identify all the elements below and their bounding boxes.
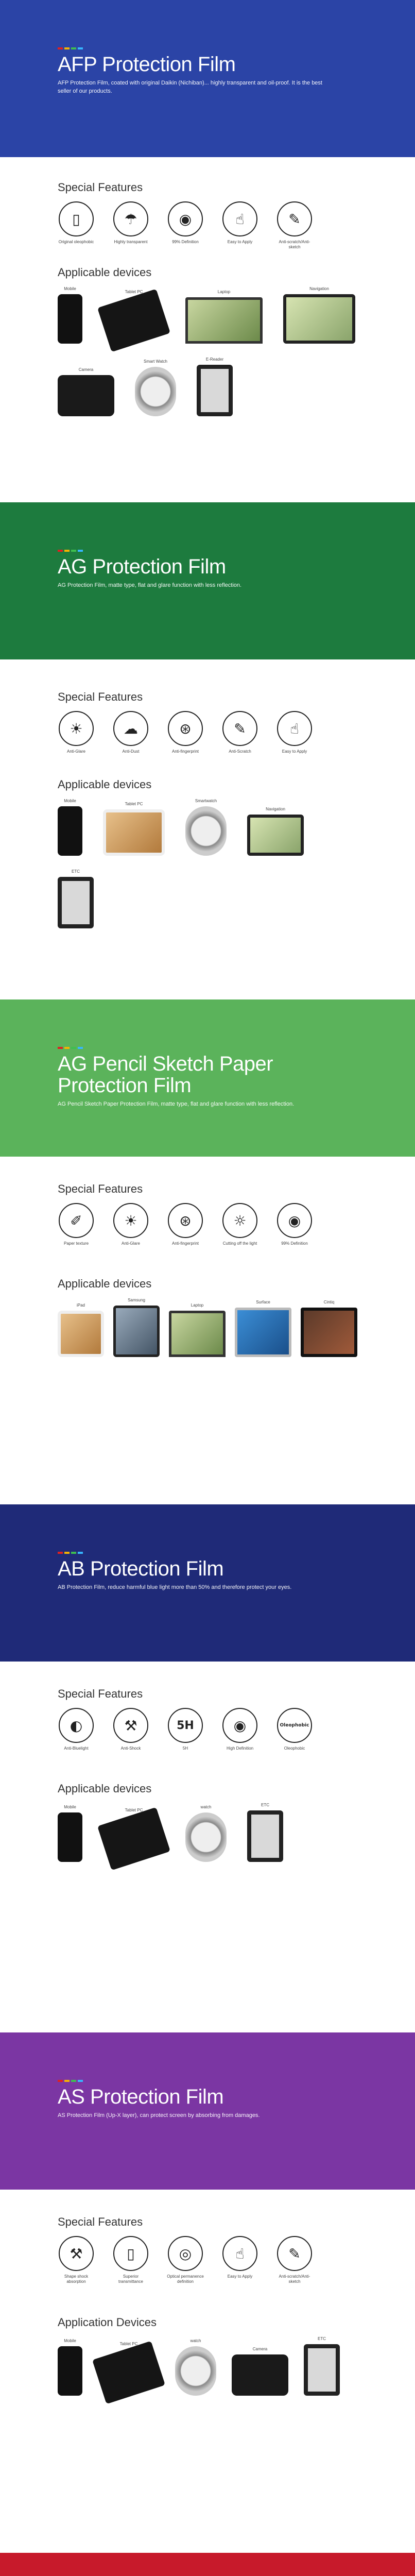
afp-features [58,201,357,250]
ab-devices: Mobile Tablet PC watch ETC [58,1803,357,1862]
as-devices: Mobile Tablet PC watch Camera ETC [58,2336,357,2396]
dust-icon: ☁ [113,711,148,746]
scratch-icon: ✎ [277,201,312,236]
optical-icon: ◎ [168,2236,203,2271]
hand-icon: ☝ [222,201,257,236]
agp-devices: iPad Samsung Laptop Surface Cintiq [58,1298,357,1357]
as-features: ⚒ Shape shock absorption ▯ Superior transmittance ◎ Optical permanence definition ☝ Easy to Apply ✎ Anti-scratch/Anti-sketch [58,2236,357,2285]
drop-icon: ☂ [113,201,148,236]
afp-devices-title: Applicable devices [58,265,152,279]
hammer-icon: ⚒ [113,1708,148,1743]
ag-features-title: Special Features [58,690,143,703]
device-tablet: Tablet PC [103,290,165,344]
agp-features-title: Special Features [58,1182,143,1195]
ab-devices-title: Applicable devices [58,1782,152,1795]
as-features-title: Special Features [58,2215,143,2228]
hammer-icon: ⚒ [59,2236,94,2271]
tg-band [0,2553,415,2576]
agp-devices-title: Applicable devices [58,1277,152,1291]
fingerprint-icon: ⊛ [168,711,203,746]
agp-features: ✐ Paper texture ☀ Anti-Glare ⊛ Anti-fingerprint ☼ Cutting off the light ◉ 99% Definition [58,1203,357,1246]
device-camera: Camera [58,367,114,416]
device-laptop: Laptop [185,290,263,344]
eye-icon: ◉ [168,201,203,236]
afp-title: AFP Protection Film [58,53,236,76]
as-devices-title: Application Devices [58,2315,157,2329]
as-desc: AS Protection Film (Up-X layer), can protect screen by absorbing from damages. [58,2112,260,2119]
as-title: AS Protection Film [58,2086,224,2108]
antiglare-icon: ☀ [113,1203,148,1238]
fingerprint-icon: ⊛ [168,1203,203,1238]
ab-band [0,1504,415,1662]
feature-item: ✎ Anti-scratch/Anti-sketch [276,201,313,250]
ab-desc: AB Protection Film, reduce harmful blue light more than 50% and therefore protect your eyes. [58,1584,292,1590]
afp-band [0,0,415,157]
scratch-icon: ✎ [222,711,257,746]
device-watch: Smart Watch [135,359,176,416]
antiglare-icon: ☀ [59,711,94,746]
feature-item: ◉ 99% Definition [167,201,204,250]
ag-title: AG Protection Film [58,555,226,578]
ag-features: ☀ Anti-Glare ☁ Anti-Dust ⊛ Anti-fingerprint ✎ Anti-Scratch ☝ Easy to Apply [58,711,357,754]
ag-band [0,502,415,659]
ag-desc: AG Protection Film, matte type, flat and glare function with less reflection. [58,582,242,588]
ab-title: AB Protection Film [58,1557,224,1580]
definition-icon: ◉ [222,1708,257,1743]
bluelight-icon: ◐ [59,1708,94,1743]
feature-item: ☂ Highly transparent [112,201,149,250]
oleophobic-icon: Oleophobic [277,1708,312,1743]
as-band [0,2032,415,2190]
agp-band [0,999,415,1157]
phone-icon: ▯ [113,2236,148,2271]
apply-icon: ☝ [222,2236,257,2271]
device-ereader: E-Reader [197,357,233,416]
paper-icon: ✐ [59,1203,94,1238]
device-mobile: Mobile [58,286,82,344]
phone-icon: ▯ [59,201,94,236]
apply-icon: ☝ [277,711,312,746]
feature-item: ▯ Original oleophobic [58,201,95,250]
light-icon: ☼ [222,1203,257,1238]
ag-devices-title: Applicable devices [58,778,152,791]
device-navigation: Navigation [283,286,355,344]
afp-features-title: Special Features [58,181,143,194]
ab-features-title: Special Features [58,1687,143,1700]
feature-item: ☝ Easy to Apply [221,201,258,250]
afp-desc: AFP Protection Film, coated with original Daikin (Nichiban)... highly transparent and oil-proof. It is the best seller of our products. [58,80,322,94]
agp-desc: AG Pencil Sketch Paper Protection Film, matte type, flat and glare function with less reflection. [58,1101,295,1107]
ag-devices: Mobile Tablet PC Smartwatch Navigation ETC [58,799,357,928]
agp-title: AG Pencil Sketch Paper Protection Film [58,1053,273,1097]
eye-icon: ◉ [277,1203,312,1238]
brand-dots [58,47,357,49]
ab-features: ◐ Anti-Bluelight ⚒ Anti-Shock 5H 5H ◉ High Definition Oleophobic Oleophobic [58,1708,357,1751]
scratch-icon: ✎ [277,2236,312,2271]
hardness-icon: 5H [168,1708,203,1743]
